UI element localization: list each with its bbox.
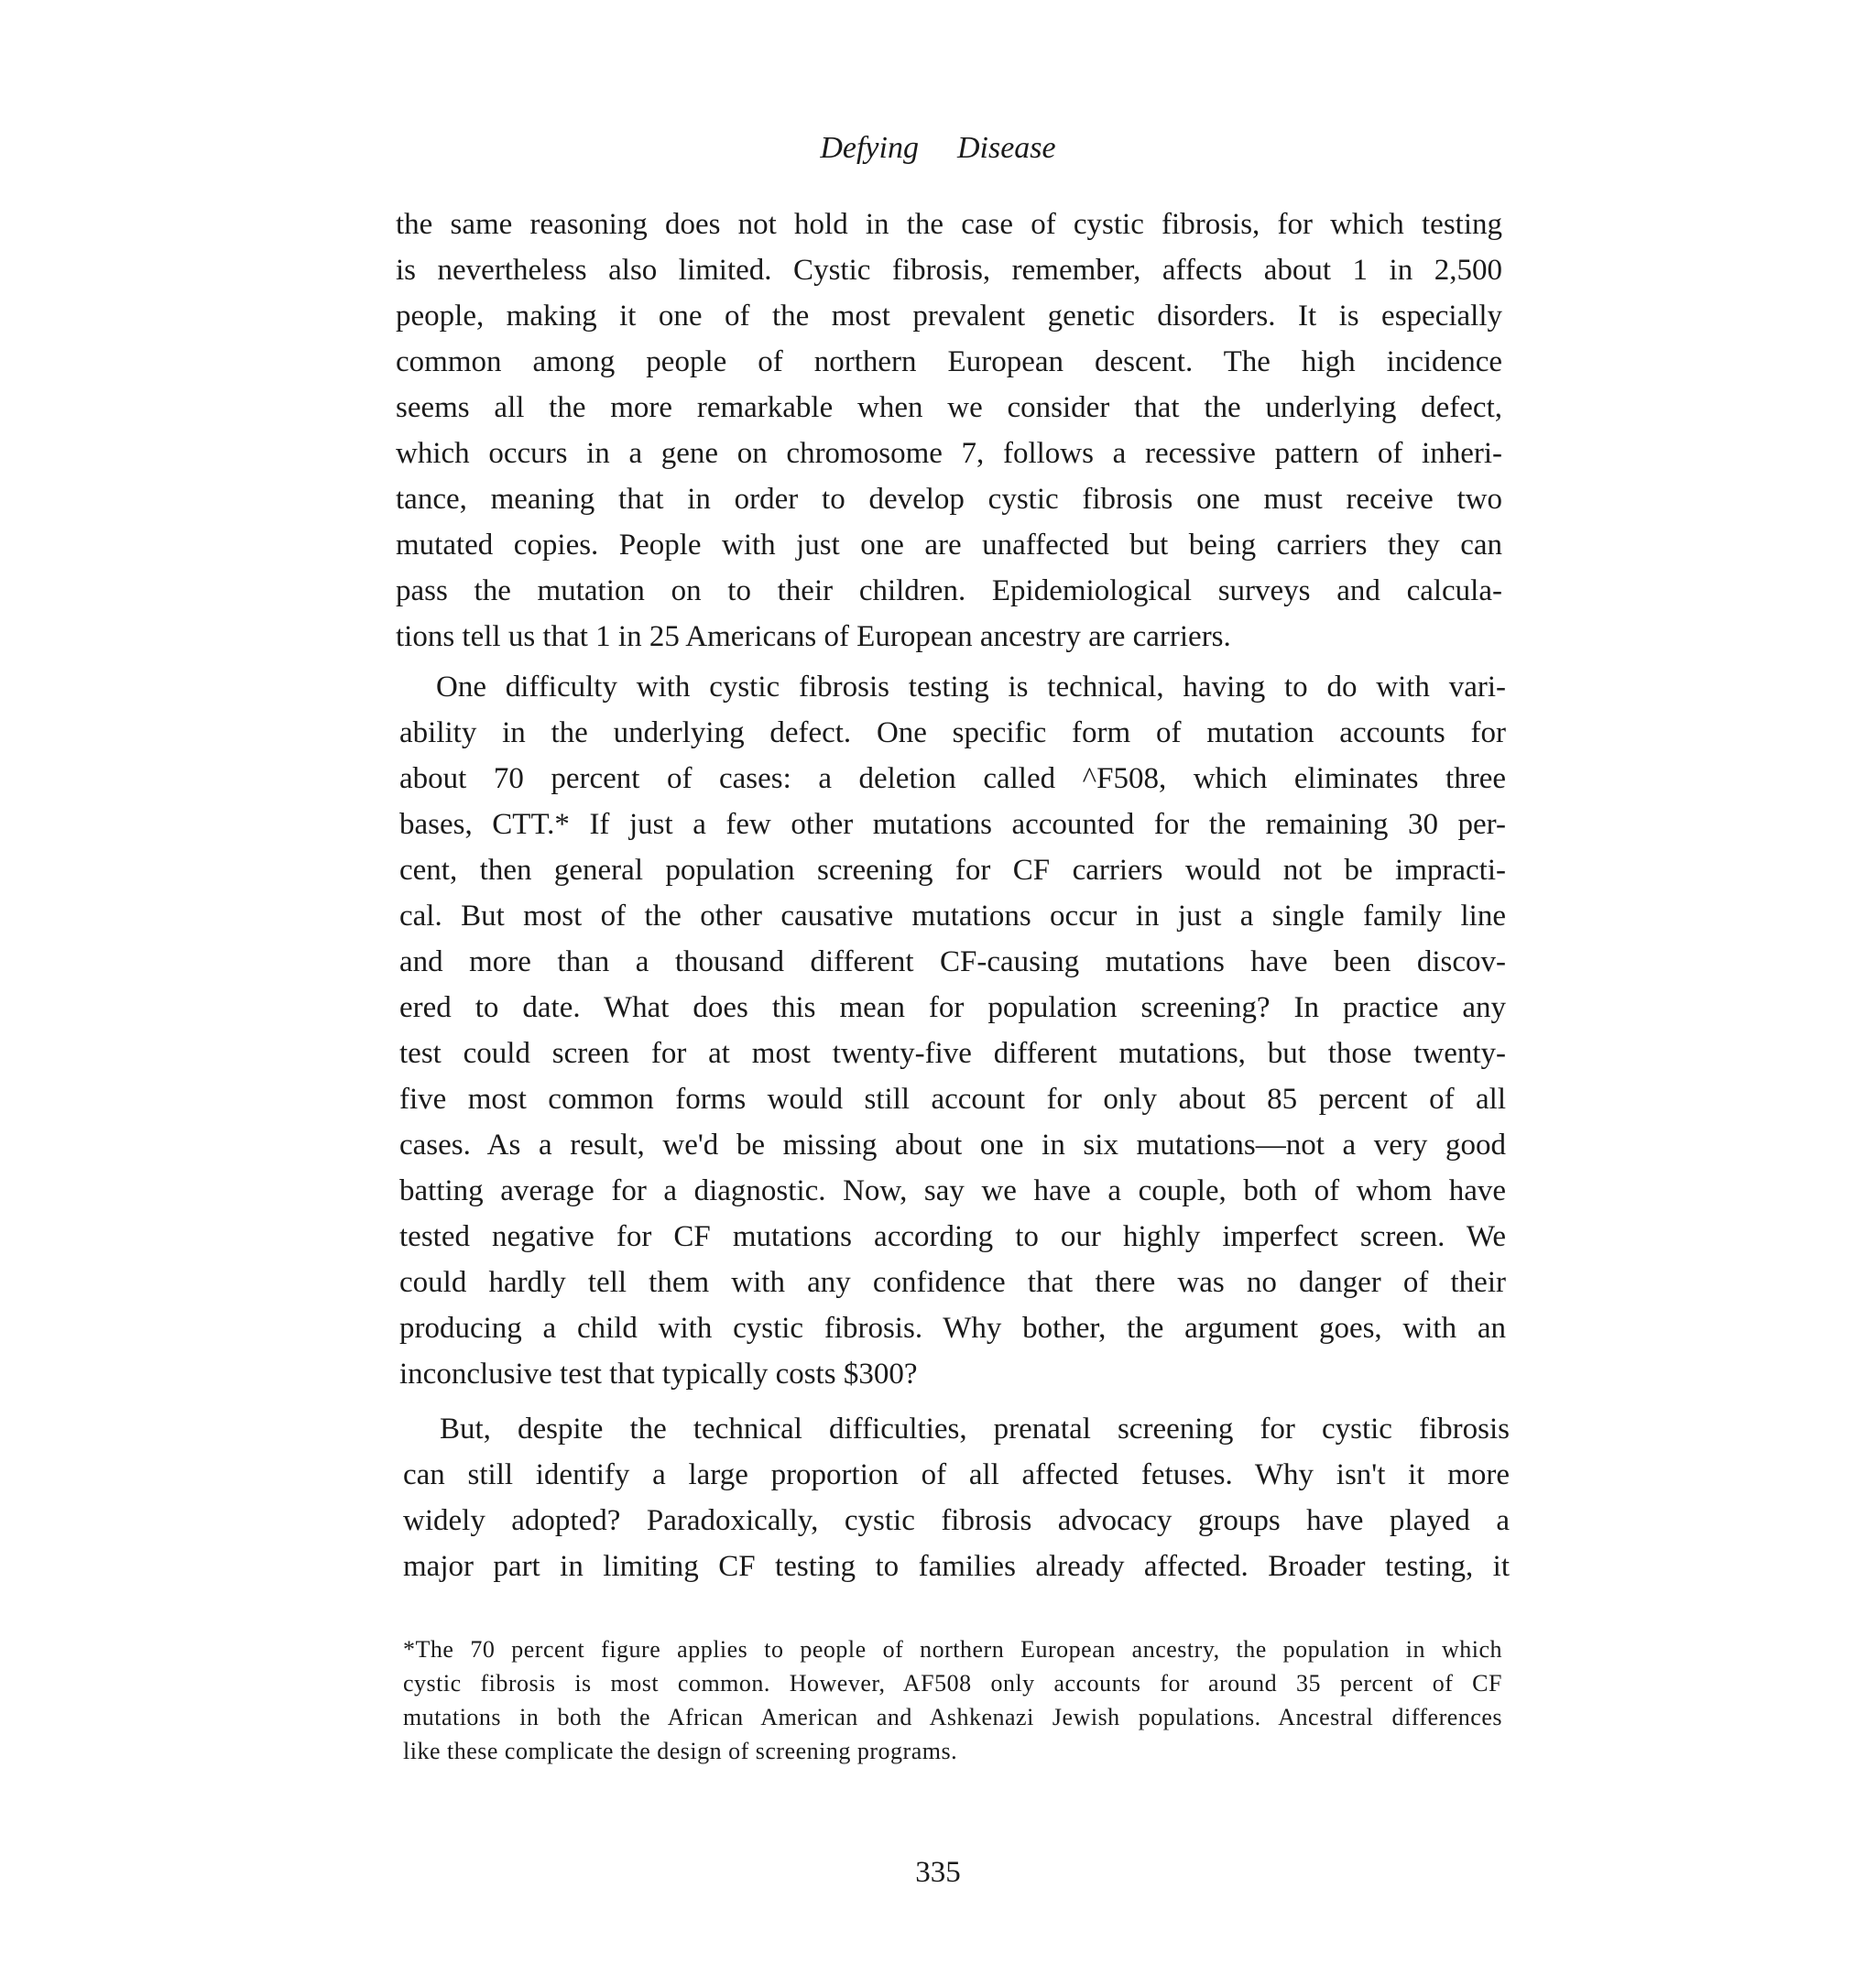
- text-line: tions tell us that 1 in 25 Americans of European ancestry are carriers.: [396, 620, 1231, 653]
- page-number: 335: [915, 1856, 961, 1889]
- text-line: ered to date. What does this mean for population screening? In practice any: [399, 991, 1506, 1024]
- text-line: widely adopted? Paradoxically, cystic fibrosis advocacy groups have played a: [403, 1504, 1510, 1537]
- text-line: people, making it one of the most prevalent genetic disorders. It is especially: [396, 300, 1502, 333]
- text-line: pass the mutation on to their children. Epidemiological surveys and calcula-: [396, 574, 1502, 607]
- footnote-line: like these complicate the design of screening programs.: [403, 1738, 958, 1764]
- text-line: seems all the more remarkable when we consider that the underlying defect,: [396, 391, 1502, 424]
- body-paragraph: [403, 1406, 1510, 1589]
- text-line: tance, meaning that in order to develop cystic fibrosis one must receive two: [396, 483, 1502, 516]
- body-paragraph: [399, 664, 1506, 1397]
- footnote-line: mutations in both the African American and Ashkenazi Jewish populations. Ancestral differences: [403, 1704, 1502, 1730]
- text-line: can still identify a large proportion of all affected fetuses. Why isn't it more: [403, 1458, 1510, 1491]
- text-line: cal. But most of the other causative mutations occur in just a single family line: [399, 900, 1506, 933]
- text-line: test could screen for at most twenty-five different mutations, but those twenty-: [399, 1037, 1506, 1070]
- text-line: five most common forms would still account for only about 85 percent of all: [399, 1083, 1506, 1116]
- footnote: [403, 1632, 1502, 1768]
- text-line: about 70 percent of cases: a deletion called ^F508, which eliminates three: [399, 762, 1506, 795]
- text-line: common among people of northern European descent. The high incidence: [396, 345, 1502, 378]
- body-paragraph: [396, 202, 1502, 660]
- text-line: cases. As a result, we'd be missing about one in six mutations—not a very good: [399, 1129, 1506, 1162]
- text-line: the same reasoning does not hold in the case of cystic fibrosis, for which testing: [396, 208, 1502, 241]
- footnote-line: cystic fibrosis is most common. However, AF508 only accounts for around 35 percent of CF: [403, 1670, 1502, 1697]
- running-head: [0, 128, 1876, 169]
- text-line: One difficulty with cystic fibrosis testing is technical, having to do with vari-: [436, 671, 1506, 704]
- text-line: ability in the underlying defect. One specific form of mutation accounts for: [399, 716, 1506, 749]
- running-head-word: Disease: [956, 131, 1056, 165]
- text-line: tested negative for CF mutations according to our highly imperfect screen. We: [399, 1220, 1506, 1253]
- text-line: bases, CTT.* If just a few other mutations accounted for the remaining 30 per-: [399, 808, 1506, 841]
- text-line: But, despite the technical difficulties, prenatal screening for cystic fibrosis: [440, 1413, 1510, 1446]
- text-line: which occurs in a gene on chromosome 7, follows a recessive pattern of inheri-: [396, 437, 1502, 470]
- text-line: cent, then general population screening for CF carriers would not be impracti-: [399, 854, 1506, 887]
- footnote-line: *The 70 percent figure applies to people of northern European ancestry, the population in which: [403, 1636, 1502, 1663]
- text-line: inconclusive test that typically costs $300?: [399, 1358, 918, 1391]
- running-head-word: Defying: [820, 131, 919, 165]
- text-line: producing a child with cystic fibrosis. Why bother, the argument goes, with an: [399, 1312, 1506, 1345]
- text-line: is nevertheless also limited. Cystic fibrosis, remember, affects about 1 in 2,500: [396, 254, 1502, 287]
- text-line: mutated copies. People with just one are unaffected but being carriers they can: [396, 529, 1502, 562]
- text-line: major part in limiting CF testing to families already affected. Broader testing, it: [403, 1550, 1510, 1583]
- text-line: batting average for a diagnostic. Now, say we have a couple, both of whom have: [399, 1174, 1506, 1207]
- text-line: could hardly tell them with any confidence that there was no danger of their: [399, 1266, 1506, 1299]
- text-line: and more than a thousand different CF-causing mutations have been discov-: [399, 945, 1506, 978]
